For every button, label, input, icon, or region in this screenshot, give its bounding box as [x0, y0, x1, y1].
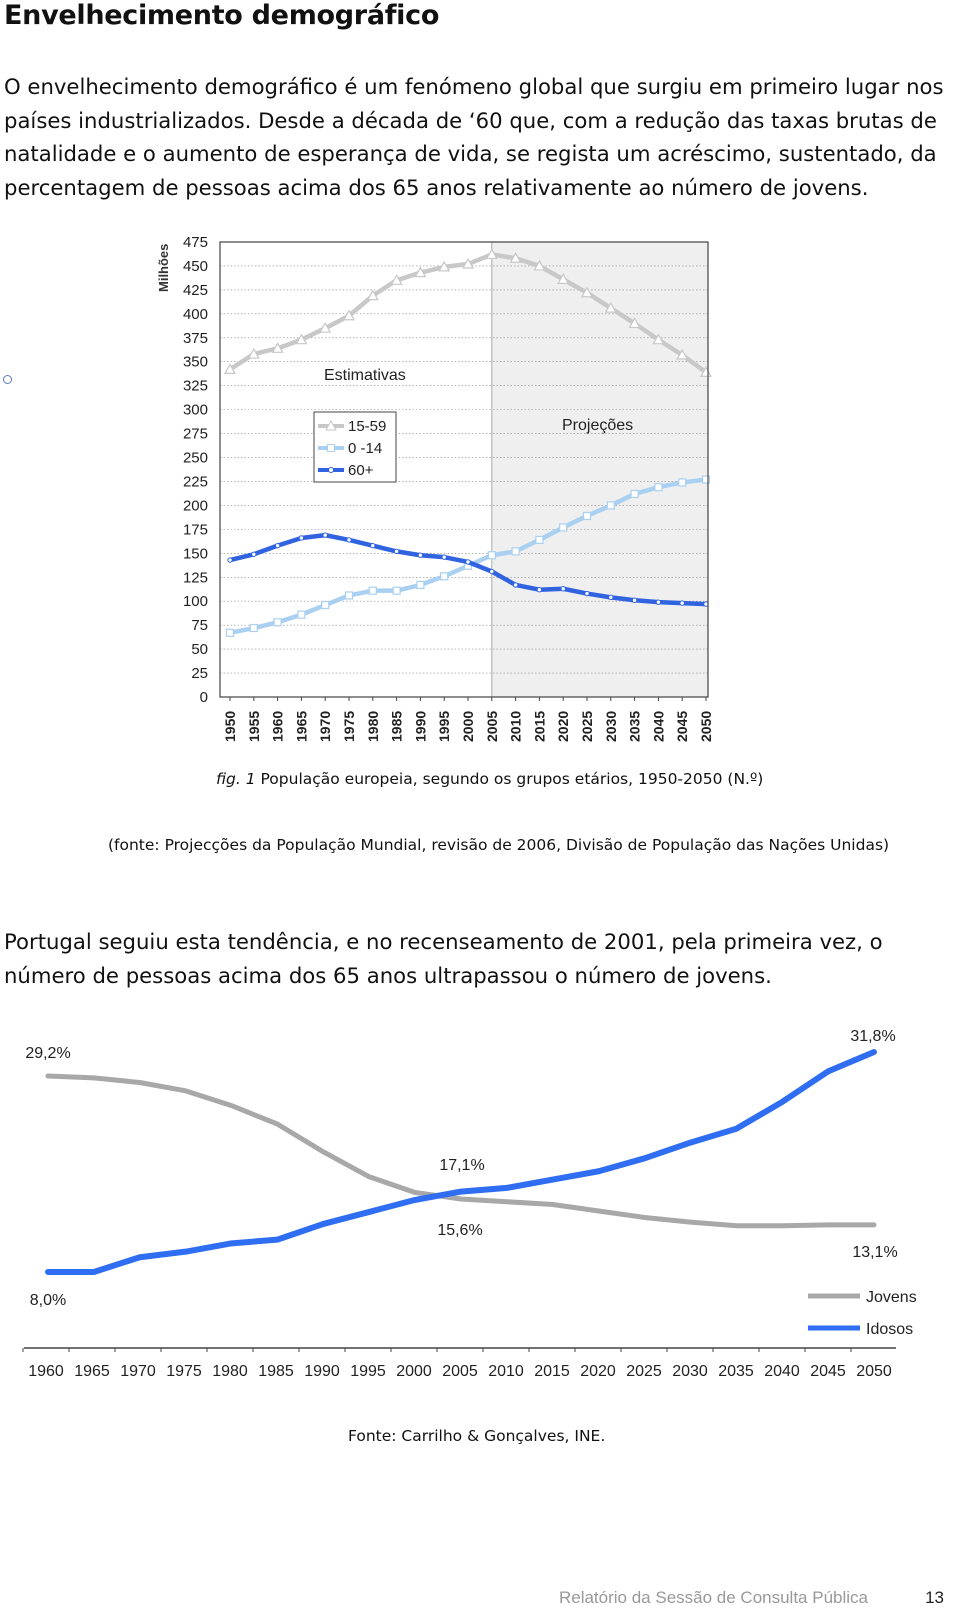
x-tick-label: 2030	[672, 1363, 708, 1380]
figure1-source: (fonte: Projecções da População Mundial, revisão de 2006, Divisão de População das Nações Unidas)	[108, 836, 890, 854]
data-point	[227, 629, 234, 636]
data-point	[632, 598, 636, 602]
data-point	[252, 552, 256, 556]
legend-label: Jovens	[866, 1289, 917, 1306]
x-tick-label: 1965	[74, 1363, 110, 1380]
value-label: 8,0%	[29, 1292, 67, 1309]
y-tick-label: 275	[182, 425, 208, 443]
page-heading: Envelhecimento demográfico	[4, 0, 440, 31]
portugal-age-chart	[0, 1020, 960, 1395]
x-tick-label: 1980	[364, 710, 381, 742]
y-tick-label: 350	[182, 353, 208, 371]
x-tick-label: 1995	[350, 1363, 386, 1380]
y-tick-label: 0	[199, 689, 208, 706]
data-point	[369, 587, 376, 594]
x-tick-label: 1990	[412, 710, 429, 742]
data-point	[275, 543, 279, 547]
x-tick-label: 1965	[293, 710, 310, 742]
x-tick-label: 2030	[602, 710, 619, 742]
x-tick-label: 2025	[579, 710, 595, 742]
legend-marker	[329, 468, 334, 473]
x-tick-label: 2045	[810, 1363, 846, 1380]
y-tick-label: 75	[191, 617, 208, 635]
x-tick-label: 1985	[388, 710, 405, 742]
value-label: 29,2%	[25, 1045, 71, 1062]
x-tick-label: 2050	[698, 710, 714, 742]
population-chart	[150, 230, 720, 750]
x-tick-label: 2050	[856, 1363, 892, 1380]
value-label: 17,1%	[439, 1157, 485, 1174]
x-tick-label: 1990	[304, 1363, 340, 1380]
legend-label: 0 -14	[348, 440, 383, 457]
y-tick-label: 175	[182, 521, 208, 539]
data-point	[228, 558, 232, 562]
y-tick-label: 450	[182, 257, 208, 275]
figure1-caption-prefix: fig. 1	[216, 770, 256, 788]
data-point	[584, 512, 591, 519]
x-tick-label: 2015	[531, 710, 548, 742]
data-point	[442, 555, 446, 559]
data-point	[417, 581, 424, 588]
x-tick-label: 2015	[534, 1363, 570, 1380]
data-point	[679, 479, 686, 486]
y-tick-label: 150	[182, 545, 208, 563]
x-tick-label: 2005	[483, 710, 500, 742]
data-point	[655, 484, 662, 491]
x-tick-label: 2035	[626, 710, 643, 742]
x-tick-label: 2040	[764, 1363, 800, 1380]
data-point	[513, 583, 517, 587]
y-tick-label: 200	[182, 497, 208, 515]
legend-label: 15-59	[348, 418, 387, 435]
y-tick-label: 50	[191, 641, 208, 659]
x-tick-label: 2020	[580, 1363, 616, 1380]
legend-label: Idosos	[866, 1321, 914, 1338]
value-label: 13,1%	[852, 1244, 898, 1261]
x-tick-label: 1995	[436, 710, 453, 742]
data-point	[346, 592, 353, 599]
y-tick-label: 250	[182, 449, 208, 467]
x-tick-label: 1960	[269, 710, 286, 742]
data-point	[441, 573, 448, 580]
legend-marker	[328, 445, 335, 452]
y-tick-label: 300	[182, 401, 208, 419]
x-tick-label: 1955	[245, 710, 262, 742]
data-point	[536, 536, 543, 543]
x-tick-label: 2045	[674, 710, 691, 742]
x-tick-label: 1975	[341, 710, 357, 742]
y-tick-label: 375	[182, 329, 208, 347]
footer-title: Relatório da Sessão de Consulta Pública	[558, 1588, 868, 1607]
x-tick-label: 1980	[212, 1363, 248, 1380]
data-point	[561, 587, 565, 591]
x-tick-label: 2010	[488, 1363, 524, 1380]
figure2-source: Fonte: Carrilho & Gonçalves, INE.	[348, 1427, 606, 1445]
data-point	[347, 538, 351, 542]
y-tick-label: 325	[182, 377, 208, 395]
data-point	[488, 552, 495, 559]
x-tick-label: 2020	[555, 710, 572, 742]
x-tick-label: 2010	[507, 710, 524, 742]
data-point	[607, 502, 614, 509]
x-tick-label: 1950	[222, 710, 238, 742]
data-point	[631, 490, 638, 497]
data-point	[609, 595, 613, 599]
data-point	[490, 569, 494, 573]
projection-area	[492, 242, 708, 697]
data-point	[656, 600, 660, 604]
data-point	[418, 553, 422, 557]
y-axis-label: Milhões	[156, 243, 171, 292]
x-tick-label: 2035	[718, 1363, 754, 1380]
y-tick-label: 475	[182, 234, 208, 251]
data-point	[680, 601, 684, 605]
data-point	[394, 549, 398, 553]
data-point	[466, 560, 470, 564]
annotation-projecoes: Projeções	[562, 417, 634, 434]
x-tick-label: 2040	[650, 710, 667, 742]
figure1-caption	[216, 770, 763, 788]
data-point	[560, 524, 567, 531]
y-tick-label: 100	[182, 593, 208, 611]
data-point	[298, 611, 305, 618]
value-label: 15,6%	[437, 1222, 483, 1239]
figure1-caption-text: População europeia, segundo os grupos etários, 1950-2050 (N.º)	[255, 770, 764, 788]
y-tick-label: 425	[182, 281, 208, 299]
data-point	[537, 588, 541, 592]
x-tick-label: 2000	[460, 710, 476, 742]
portugal-paragraph: Portugal seguiu esta tendência, e no recenseamento de 2001, pela primeira vez, o número de pessoas acima dos 65 anos ultrapassou o número de jovens.	[4, 929, 883, 988]
series-line-jovens	[48, 1076, 874, 1226]
x-tick-label: 2000	[396, 1363, 432, 1380]
list-bullet-icon	[3, 375, 12, 384]
y-tick-label: 25	[191, 665, 208, 683]
x-tick-label: 2025	[626, 1363, 662, 1380]
y-tick-label: 125	[182, 569, 208, 587]
x-tick-label: 2005	[442, 1363, 478, 1380]
data-point	[250, 625, 257, 632]
page-number: 13	[925, 1588, 944, 1607]
data-point	[322, 602, 329, 609]
legend-label: 60+	[348, 462, 374, 479]
x-tick-label: 1970	[317, 710, 334, 742]
data-point	[585, 591, 589, 595]
x-tick-label: 1975	[166, 1363, 202, 1380]
data-point	[323, 533, 327, 537]
x-tick-label: 1970	[120, 1363, 156, 1380]
data-point	[393, 587, 400, 594]
value-label: 31,8%	[850, 1028, 896, 1045]
x-tick-label: 1985	[258, 1363, 294, 1380]
x-tick-label: 1960	[28, 1363, 64, 1380]
annotation-estimativas: Estimativas	[324, 367, 406, 384]
data-point	[299, 536, 303, 540]
y-tick-label: 400	[182, 305, 208, 323]
data-point	[274, 619, 281, 626]
data-point	[371, 543, 375, 547]
intro-paragraph: O envelhecimento demográfico é um fenómeno global que surgiu em primeiro lugar nos países industrializados. Desde a década de ‘60 que, com a redução das taxas brutas de natalidade e o aumento de esperança de vida, se regista um acréscimo, sustentado, da percentagem de pessoas acima dos 65 anos relativamente ao número de jovens.	[4, 74, 944, 200]
data-point	[512, 548, 519, 555]
y-tick-label: 225	[182, 473, 208, 491]
